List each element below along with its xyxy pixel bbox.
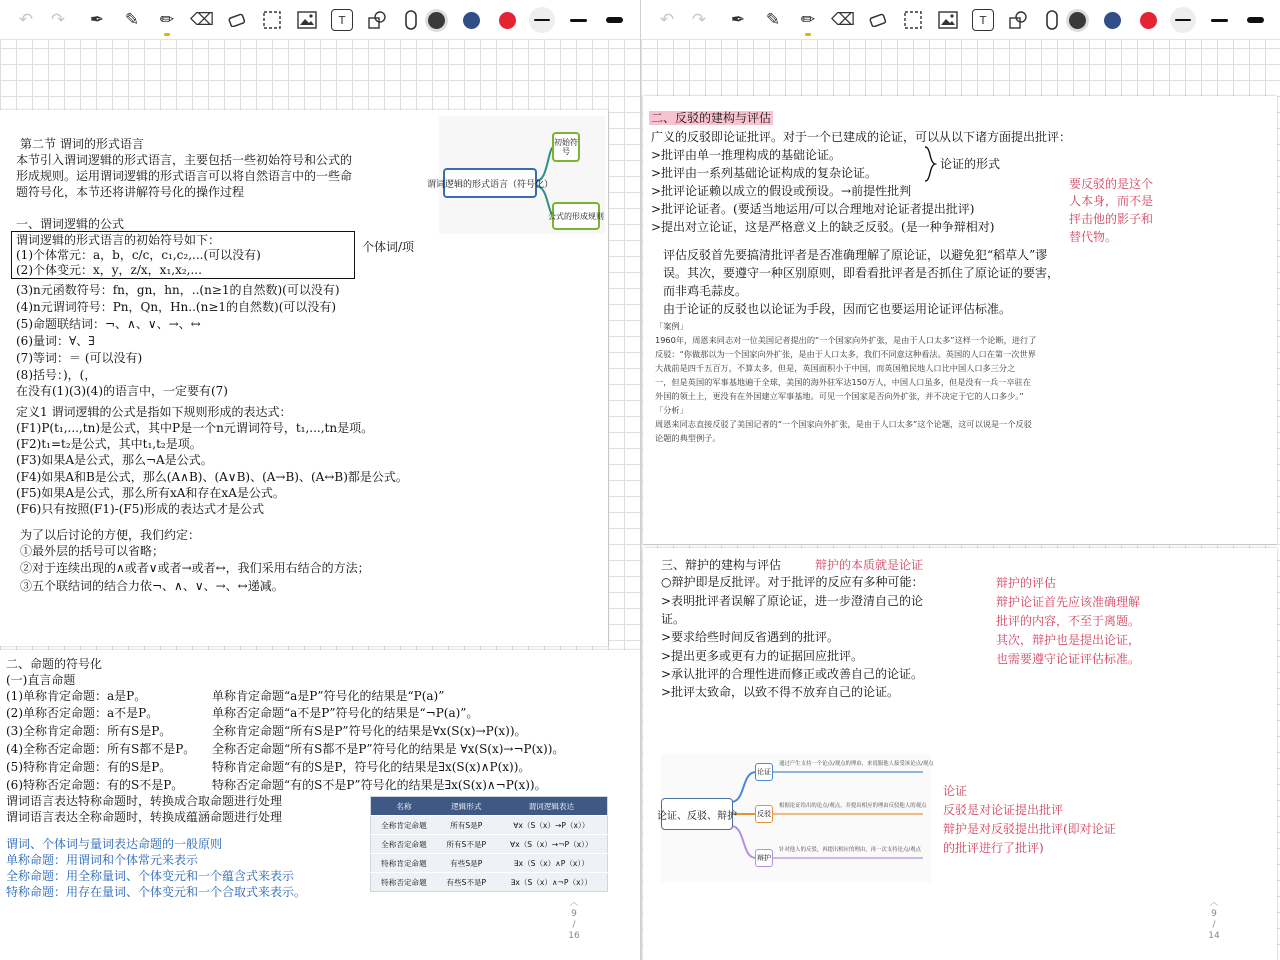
red-summary-note: 反驳是对论证提出批评 (943, 803, 1064, 817)
case-text: 一，但是英国的军事基地遍于全球，美国的海外驻军达150万人，中国人口虽多，但是没有一兵一卒驻在 (655, 377, 1031, 387)
symbol-item: (6)量词：∀、∃ (16, 334, 95, 348)
subsection-title: 二、命题的符号化 (6, 657, 103, 671)
red-margin-note: 也需要遵守论证评估标准。 (996, 652, 1141, 666)
case-text: 「分析」 (655, 405, 688, 415)
table-cell: 有些S不是P (437, 873, 496, 892)
definition-line: (F5)如果A是公式，那么所有xA和存在xA是公式。 (16, 486, 285, 500)
proposition-symbolization: 特称否定命题“有的S不是P”符号化的结果是∃x(S(x)∧¬P(x))。 (212, 778, 547, 792)
convention-line: 为了以后讨论的方便，我们约定： (20, 528, 201, 542)
chevron-up-icon[interactable]: ︿ (569, 898, 579, 908)
page-separator: / (572, 920, 576, 930)
redo-icon[interactable]: ↷ (691, 10, 707, 30)
proposition-type: (4)全称否定命题：所有S都不是P。 (6, 742, 196, 756)
note-page-defense[interactable] (643, 548, 1277, 960)
mindmap-center-node: 论证、反驳、辩护 (661, 798, 733, 830)
table-cell: 所有S是P (437, 816, 496, 835)
pen-icon[interactable]: ✒ (730, 10, 746, 30)
blue-principle-line: 谓词、个体词与量词表达命题的一般原则 (6, 837, 223, 851)
proposition-symbolization: 单称肯定命题“a是P”符号化的结果是“P(a)” (212, 689, 445, 703)
table-header: 逻辑形式 (437, 797, 496, 816)
definition-line: (F3)如果A是公式，那么¬A是公式。 (16, 453, 213, 467)
table-cell: 所有S不是P (437, 835, 496, 854)
red-margin-note: 替代物。 (1069, 230, 1118, 244)
pencil-toggle-icon[interactable] (1038, 6, 1066, 34)
mindmap-argument-refute-defend[interactable] (657, 754, 934, 882)
table-header: 谓词逻辑表达 (496, 797, 608, 816)
table-row (371, 873, 608, 892)
table-row (371, 854, 608, 873)
image-icon[interactable] (934, 6, 962, 34)
table-row (371, 816, 608, 835)
proposition-symbolization: 单称否定命题“a不是P”符号化的结果是“¬P(a)”。 (212, 706, 479, 720)
convention-line: ②对于连续出现的∧或者∨或者→或者↔，我们采用右结合的方法； (20, 561, 370, 575)
proposition-type: (3)全称肯定命题：所有S是P。 (6, 724, 172, 738)
red-summary-note: 论证 (943, 784, 968, 798)
evaluation-line: 而非鸡毛蒜皮。 (663, 284, 748, 298)
pen-icon[interactable]: ✒ (89, 10, 105, 30)
highlighter-icon[interactable]: ✏ (794, 6, 822, 34)
lasso-select-icon[interactable] (258, 6, 286, 34)
proposition-symbolization: 全称否定命题“所有S都不是P”符号化的结果是 ∀x(S(x)→¬P(x))。 (212, 742, 565, 756)
mindmap-node-defend: 辩护 (755, 849, 773, 867)
highlighted-title: 二、反驳的建构与评估 (651, 111, 772, 125)
red-margin-note: 要反驳的是这个 (1069, 177, 1154, 191)
table-cell: ∀x（S（x）→¬P（x）） (496, 835, 608, 854)
page-indicator[interactable] (1205, 898, 1223, 942)
definition-line: (F1)P(t₁,...,tn)是公式，其中P是一个n元谓词符号，t₁,...,tn是项。 (16, 421, 374, 435)
table-header: 名称 (371, 797, 437, 816)
current-page: 9 (571, 909, 577, 919)
body-line: 证。 (661, 612, 686, 626)
mindmap-formal-language[interactable] (427, 116, 605, 234)
red-summary-note: 辩护是对反驳提出批评(即对论证 (943, 822, 1116, 836)
stroke-thin[interactable] (1169, 6, 1197, 34)
symbol-item: 在没有(1)(3)(4)的语言中，一定要有(7) (16, 384, 228, 398)
symbol-item: (3)n元函数符号：fn，gn，hn，..(n≥1的自然数)(可以没有) (16, 283, 340, 297)
section-title (649, 110, 773, 126)
red-margin-note: 抨击他的影子和 (1069, 212, 1154, 226)
body-line: >批评论证者。(要适当地运用/可以合理地对论证者提出批评) (651, 202, 975, 216)
proposition-type: (1)单称肯定命题：a是P。 (6, 689, 147, 703)
eraser-icon[interactable]: ⌫ (830, 10, 856, 30)
red-margin-note: 批评的内容，不至于离题。 (996, 614, 1141, 628)
definition-line: 定义1 谓词逻辑的公式是指如下规则形成的表达式： (16, 405, 292, 419)
red-margin-note: 辩护的评估 (996, 576, 1057, 590)
red-title-note: 辩护的本质就是论证 (815, 558, 924, 572)
total-pages: 16 (568, 931, 580, 941)
page-indicator[interactable] (565, 898, 583, 942)
body-line: >表明批评者误解了原论证，进一步澄清自己的论 (661, 594, 924, 608)
text-icon[interactable]: T (969, 6, 997, 34)
mindmap-desc: 针对他人的反驳，再提出相应的理由，再一次支持论点/观点 (779, 847, 921, 853)
note-page-refutation[interactable] (643, 96, 1277, 544)
red-margin-note: 其次，辩护也是提出论证， (996, 633, 1141, 647)
note-line: 谓词语言表达特称命题时，转换成合取命题进行处理 (6, 794, 283, 808)
redo-icon[interactable]: ↷ (50, 10, 66, 30)
mindmap-node-argument: 论证 (755, 763, 773, 781)
mindmap-branch-initial-symbols: 初始符号 (552, 132, 580, 162)
curly-brace-icon (923, 146, 937, 182)
body-line: >批评太致命，以致不得不放弃自己的论证。 (661, 685, 900, 699)
body-line: >要求给些时间反省遇到的批评。 (661, 630, 840, 644)
stroke-medium[interactable] (564, 6, 592, 34)
color-blue[interactable] (1098, 6, 1126, 34)
right-drawing-toolbar (641, 0, 1280, 40)
image-icon[interactable] (293, 6, 321, 34)
page-separator: / (1212, 920, 1216, 930)
color-dark-gray[interactable] (1063, 6, 1091, 34)
highlighter-icon[interactable]: ✏ (153, 6, 181, 34)
case-text: 反驳：“你做那以为一个国家向外扩张，是由于人口太多，我们不同意这种看法。英国的人口在第一次世界 (655, 349, 1036, 359)
section-title: 三、辩护的建构与评估 (661, 558, 782, 572)
color-red[interactable] (493, 6, 521, 34)
definition-line: (F6)只有按照(F1)-(F5)形成的表达式才是公式 (16, 502, 265, 516)
case-text: 论题的典型例子。 (655, 433, 721, 443)
table-cell: ∃x（S（x）∧P（x）） (496, 854, 608, 873)
evaluation-line: 误。其次，要遵守一种区别原则，即看看批评者是否抓住了原论证的要害， (663, 266, 1060, 280)
table-cell: ∃x（S（x）∧¬P（x）） (496, 873, 608, 892)
table-cell: 有些S是P (437, 854, 496, 873)
intro-line: 题符号化，本节还将讲解符号化的操作过程 (16, 185, 245, 199)
symbol-item: (4)n元谓词符号：Pn，Qn，Hn..(n≥1的自然数)(可以没有) (16, 300, 337, 314)
convention-line: ①最外层的括号可以省略； (20, 544, 165, 558)
chevron-up-icon[interactable]: ︿ (1209, 898, 1219, 908)
body-line: >批评由单一推理构成的基础论证。 (651, 148, 842, 162)
definition-line: (F4)如果A和B是公式，那么(A∧B)、(A∨B)、(A→B)、(A↔B)都是公式。 (16, 470, 408, 484)
evaluation-line: 评估反驳首先要搞清批评者是否准确理解了原论证，以避免犯“稻草人”谬 (663, 248, 1048, 262)
symbol-item: (5)命题联结词：¬、∧、∨、→、↔ (16, 317, 201, 331)
body-line: >提出更多或更有力的证据回应批评。 (661, 649, 864, 663)
blue-principle-line: 特称命题：用存在量词、个体变元和一个合取式来表示。 (6, 885, 307, 899)
body-line: >批评论证赖以成立的假设或预设。→前提性批判 (651, 184, 912, 198)
intro-line: 本节引入谓词逻辑的形式语言，主要包括一些初始符号和公式的 (16, 153, 353, 167)
red-margin-note: 辩护论证首先应该准确理解 (996, 595, 1141, 609)
subsection-title: 一、谓词逻辑的公式 (16, 217, 125, 231)
table-cell: 全称肯定命题 (371, 816, 437, 835)
shape-icon[interactable] (1004, 6, 1032, 34)
stroke-medium[interactable] (1205, 6, 1233, 34)
proposition-type: (6)特称否定命题：有的S不是P。 (6, 778, 184, 792)
symbol-item: (7)等词：＝ (可以没有) (16, 351, 143, 365)
color-dark-gray[interactable] (422, 6, 450, 34)
case-text: 「案例」 (655, 321, 688, 331)
table-row (371, 835, 608, 854)
shape-icon[interactable] (363, 6, 391, 34)
note-page-predicate-formulas[interactable] (0, 110, 608, 646)
blue-principle-line: 全称命题：用全称量词、个体变元和一个蕴含式来表示 (6, 869, 295, 883)
table-cell: 特称肯定命题 (371, 854, 437, 873)
convention-line: ③五个联结词的结合力依¬、∧、∨、→、↔递减。 (20, 579, 284, 593)
pencil-toggle-icon[interactable] (397, 6, 425, 34)
proposition-table[interactable] (370, 796, 608, 892)
undo-icon[interactable]: ↶ (18, 10, 34, 30)
section-title: 第二节 谓词的形式语言 (20, 137, 144, 151)
box-line: (1)个体常元：a，b，c/c，c₁,c₂,...(可以没有) (16, 248, 261, 262)
body-line: >承认批评的合理性进而修正或改善自己的论证。 (661, 667, 924, 681)
ballpoint-icon[interactable]: ✎ (124, 10, 140, 30)
mindmap-node-refute: 反驳 (755, 805, 773, 823)
eraser-icon[interactable]: ⌫ (189, 10, 215, 30)
evaluation-line: 由于论证的反驳也以论证为手段，因而它也要运用论证评估标准。 (663, 302, 1012, 316)
symbol-item: (8)括号：)，(， (16, 368, 97, 382)
note-line: 谓词语言表达全称命题时，转换成蕴涵命题进行处理 (6, 810, 283, 824)
ballpoint-icon[interactable]: ✎ (765, 10, 781, 30)
undo-icon[interactable]: ↶ (659, 10, 675, 30)
red-summary-note: 的批评进行了批评) (943, 841, 1044, 855)
right-notebook-pane[interactable] (641, 0, 1280, 960)
note-page-symbolization[interactable] (0, 650, 640, 960)
mindmap-center-node: 谓词逻辑的形式语言（符号化） (443, 168, 537, 198)
proposition-symbolization: 全称肯定命题“所有S是P”符号化的结果是∀x(S(x)→P(x))。 (212, 724, 527, 738)
sub-heading: (一)直言命题 (6, 673, 76, 687)
table-cell: 特称否定命题 (371, 873, 437, 892)
eraser-alt-icon[interactable] (864, 6, 892, 34)
box-side-note: 个体词/项 (362, 240, 415, 254)
box-line: 谓词逻辑的形式语言的初始符号如下： (16, 233, 221, 247)
brace-note: 论证的形式 (940, 157, 1001, 171)
case-text: 1960年，周恩来同志对一位美国记者提出的“一个国家向外扩张，是由于人口太多”这样一个论断，进行了 (655, 335, 1037, 345)
proposition-symbolization: 特称肯定命题“有的S是P，符号化的结果是∃x(S(x)∧P(x))。 (212, 760, 531, 774)
body-line: >批评由一系列基础论证构成的复杂论证。 (651, 166, 878, 180)
color-red[interactable] (1134, 6, 1162, 34)
case-text: 外国的领土上，更没有在外国建立军事基地。可见一个国家是否向外扩张，并不决定于它的人口多少。” (655, 391, 1024, 401)
stroke-thick[interactable] (1241, 6, 1269, 34)
mindmap-branch-formation-rules: 公式的形成规则 (552, 202, 600, 230)
current-page: 9 (1211, 909, 1217, 919)
case-text: 大战前是四千五百万，不算太多，但是，英国面积小于中国，而英国殖民地人口比中国人口多三分之 (655, 363, 1016, 373)
text-icon[interactable]: T (328, 6, 356, 34)
color-blue[interactable] (457, 6, 485, 34)
stroke-thin[interactable] (528, 6, 556, 34)
red-margin-note: 人本身，而不是 (1069, 194, 1154, 208)
proposition-type: (2)单称否定命题：a不是P。 (6, 706, 159, 720)
body-line: >提出对立论证，这是严格意义上的缺乏反驳。(是一种争辩相对) (651, 220, 995, 234)
proposition-type: (5)特称肯定命题：有的S是P。 (6, 760, 172, 774)
body-line: 广义的反驳即论证批评。对于一个已建成的论证，可以从以下诸方面提出批评： (651, 130, 1072, 144)
body-line: ○辩护即是反批评。对于批评的反应有多种可能： (661, 575, 924, 589)
mindmap-desc: 通过产生支持一个论点/观点的理由，来说服他人接受该论点/观点 (779, 761, 934, 767)
definition-line: (F2)t₁=t₂是公式，其中t₁,t₂是项。 (16, 437, 202, 451)
lasso-select-icon[interactable] (899, 6, 927, 34)
table-cell: ∀x（S（x）→P（x）） (496, 816, 608, 835)
table-cell: 全称否定命题 (371, 835, 437, 854)
case-text: 周恩来同志直接反驳了美国记者的“一个国家向外扩张，是由于人口太多”这个论题，这可以说是一个反驳 (655, 419, 1032, 429)
box-line: (2)个体变元：x，y，z/x，x₁,x₂,... (16, 263, 202, 277)
left-drawing-toolbar (0, 0, 640, 40)
eraser-alt-icon[interactable] (223, 6, 251, 34)
mindmap-desc: 根据论证给出的论点/观点，并提出相应的理由反驳他人的观点 (779, 803, 927, 809)
blue-principle-line: 单称命题：用谓词和个体常元来表示 (6, 853, 199, 867)
intro-line: 形成规则。运用谓词逻辑的形式语言可以将自然语言中的一些命 (16, 169, 353, 183)
total-pages: 14 (1208, 931, 1220, 941)
stroke-thick[interactable] (600, 6, 628, 34)
